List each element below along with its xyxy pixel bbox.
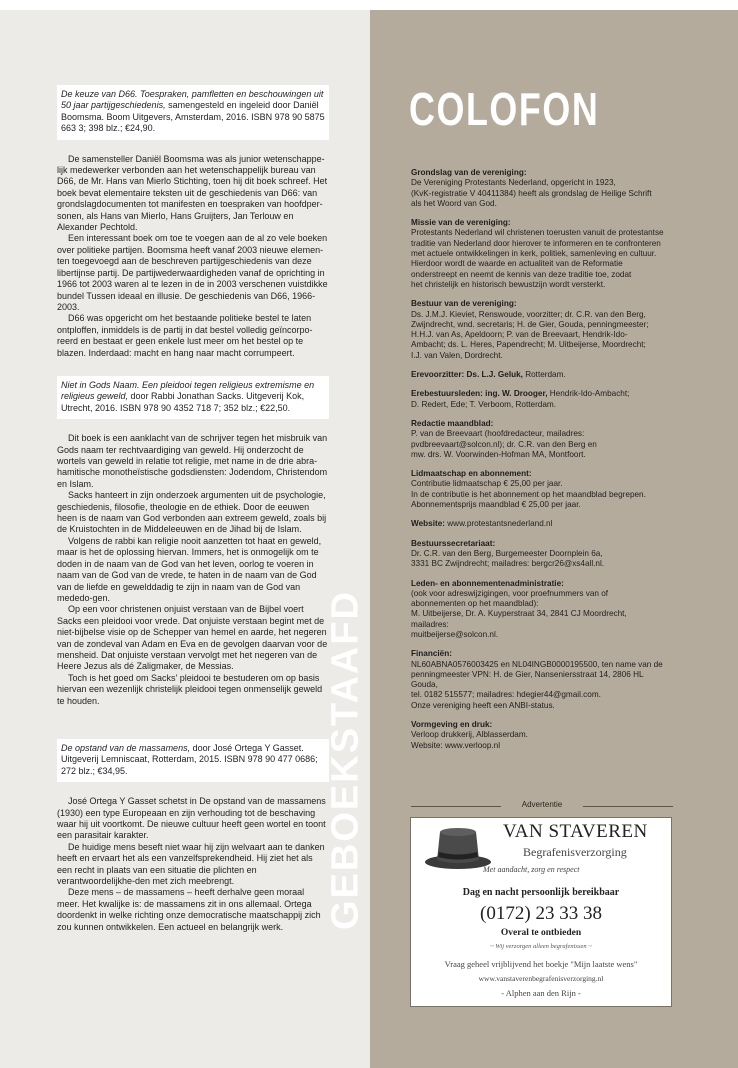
advert-phone: (0172) 23 33 38 bbox=[480, 903, 602, 924]
funeral-advert bbox=[410, 817, 672, 1007]
colofon-section bbox=[411, 649, 666, 711]
colofon-line: muitbeijerse@solcon.nl. bbox=[411, 629, 499, 639]
review-1-reference: De keuze van D66. Toespraken, pamfletten en beschouwingen uit 50 jaar partijgeschiedenis, samengesteld en ingeleid door Daniël Boomsma. Boom Uitgevers, Amsterdam, 2016. ISBN 978 90 5875 663 3; 398 blz.; €24,90. bbox=[57, 85, 329, 140]
colofon-line: als het Woord van God. bbox=[411, 198, 497, 208]
advert-tagline: Met aandacht, zorg en respect bbox=[483, 865, 580, 874]
colofon-line: In de contributie is het abonnement op het maandblad begrepen. bbox=[411, 489, 646, 499]
review-2-body bbox=[57, 433, 329, 707]
colofon-line: Onze vereniging heeft een ANBI-status. bbox=[411, 700, 555, 710]
review-3-reference: De opstand van de massamens, door José Ortega Y Gasset. Uitgeverij Lemniscaat, Rotterdam, 2015. ISBN 978 90 477 0686; 272 blz.; €34,95. bbox=[57, 739, 329, 782]
colofon-section bbox=[411, 299, 666, 361]
colofon-line: pvdbreevaart@solcon.nl); dr. C.R. van den Berg en bbox=[411, 439, 597, 449]
colofon-line: (KvK-registratie V 40411384) heeft als grondslag de Heilige Schrift bbox=[411, 188, 652, 198]
colofon-line: penningmeester VPN: H. de Gier, Nanseniersstraat 14, 2806 HL Gouda, bbox=[411, 669, 644, 690]
review-1-paragraph: D66 was opgericht om het bestaande politieke bestel te laten ontploffen, inmiddels is de partij in dat bestel volledig geïncorpo-reerd en bestaat er geen enkele lust meer om het bestel op te blazen. Inderdaad: macht en hang naar macht corrumpeert. bbox=[57, 313, 313, 358]
colofon-heading: Redactie maandblad: bbox=[411, 418, 494, 428]
colofon-line: D. Redert, Ede; T. Verboom, Rotterdam. bbox=[411, 399, 557, 409]
colofon-line: Abonnementsprijs maandblad € 25,00 per jaar. bbox=[411, 500, 581, 510]
review-2-reference: Niet in Gods Naam. Een pleidooi tegen religieus extremisme en religieus geweld, door Rabbi Jonathan Sacks. Uitgeverij Kok, Utrecht, 2016. ISBN 978 90 4352 718 7; 352 blz.; €22,50. bbox=[57, 376, 329, 419]
review-3-paragraph: Deze mens – de massamens – heeft derhalve geen moraal meer. Het kwalijke is: de massamens zit in ons allemaal. Ortega doordenkt in welke richting onze democratische maatschappij zich zou kunnen ontwikkelen. Een actueel en belangrijk werk. bbox=[57, 887, 321, 932]
review-3-body bbox=[57, 796, 329, 933]
colofon-line: onderstreept en neemt de kennis van deze traditie toe, zodat bbox=[411, 269, 632, 279]
colofon-line: met actuele ontwikkelingen in kerk, politiek, samenleving en cultuur. bbox=[411, 249, 657, 259]
colofon-line: Protestants Nederland wil christenen toerusten vanuit de protestantse bbox=[411, 228, 664, 238]
book-review-2 bbox=[57, 376, 329, 707]
colofon-heading: Financiën: bbox=[411, 649, 452, 659]
colofon-line: mw. drs. W. Voorwinden-Hofman MA, Montfoort. bbox=[411, 449, 586, 459]
colofon-line: www.protestantsnederland.nl bbox=[444, 519, 553, 529]
book-review-3 bbox=[57, 739, 329, 933]
colofon-line: H.H.J. van As, Apeldoorn; P. van de Breevaart, Hendrik-Ido- bbox=[411, 330, 628, 340]
colofon-line: het christelijk en historisch bewustzijn wordt versterkt. bbox=[411, 279, 606, 289]
colofon-section bbox=[411, 419, 666, 460]
colofon-heading: Bestuur van de vereniging: bbox=[411, 299, 517, 309]
review-1-paragraph: De samensteller Daniël Boomsma was als junior wetenschappe-lijk medewerker verbonden aan het wetenschappelijk bureau van D66, de Mr. Hans van Mierlo Stichting, toen hij dit boek schreef. Het boek bevat elementaire teksten uit de geschiedenis van D66: van grondslagdocumenten tot manifesten en toespraken van hoofdper-sonen, als Hans van Mierlo, Hans Gruijters, Jan Terlouw en Alexander Pechtold. bbox=[57, 153, 328, 233]
colofon-line: Dr. C.R. van den Berg, Burgemeester Doornplein 6a, bbox=[411, 548, 603, 558]
colofon-line: Ambacht; ds. L. Heres, Papendrecht; M. Uitbeijerse, Moordrecht; bbox=[411, 340, 646, 350]
colofon-line: 3331 BC Zwijndrecht; mailadres: bergcr26@xs4all.nl. bbox=[411, 559, 605, 569]
colofon-line: De Vereniging Protestants Nederland, opgericht in 1923, bbox=[411, 178, 616, 188]
colofon-heading: Erevoorzitter: Ds. L.J. Geluk, bbox=[411, 370, 523, 380]
colofon-section bbox=[411, 218, 666, 290]
review-2-paragraph: Volgens de rabbi kan religie nooit aanzetten tot haat en geweld, maar is het de oplossing hiervan. Immers, het is onmogelijk om te doden in de naam van de God van het leven, oorlog te voeren in naam van de God van de vrede, te haten in de naam van de God van de liefde en gewelddadig te zijn in naam van de God van mededo-gen. bbox=[57, 535, 322, 603]
colofon-line: Verloop drukkerij, Alblasserdam. bbox=[411, 730, 528, 740]
review-3-paragraph: José Ortega Y Gasset schetst in De opstand van de massamens (1930) een type Europeaan en zijn verhouding tot de beschaving waar hij uit voortkomt. De nieuwe cultuur heeft geen wortel en toont een parasitair karakter. bbox=[57, 796, 326, 841]
colofon-line: M. Uitbeijerse, Dr. A. Kuyperstraat 34, 2841 CJ Moordrecht, mailadres: bbox=[411, 609, 627, 629]
colofon-section bbox=[411, 579, 666, 641]
review-1-paragraph: Een interessant boek om toe te voegen aan de al zo vele boeken over politieke partijen. Boomsma heeft vanaf 2003 nieuwe elemen-ten toegevoegd aan de beschreven partijgeschiedenis van deze libertijnse partij. De partijwederwaardigheden vanaf de oprichting in 1966 tot 2003 waren al te lezen in de in 2003 verschenen vuistdikke bundel Tussen ideaal en illusie. De geschiedenis van D66, 1966-2003. bbox=[57, 233, 328, 312]
colofon-heading: Grondslag van de vereniging: bbox=[411, 168, 527, 177]
colofon-line: NL60ABNA0576003425 en NL04INGB0000195500, ten name van de bbox=[411, 659, 663, 669]
top-hat-icon bbox=[423, 824, 493, 870]
divider-line bbox=[583, 806, 673, 807]
advert-label: Advertentie bbox=[521, 800, 563, 809]
colofon-block bbox=[411, 168, 666, 760]
review-1-body bbox=[57, 154, 329, 359]
colofon-section bbox=[411, 519, 666, 529]
advert-booklet: Vraag geheel vrijblijvend het boekje "Mijn laatste wens" bbox=[444, 959, 638, 969]
colofon-line: Rotterdam. bbox=[522, 370, 566, 380]
colofon-line: abonnementen op het maandblad): bbox=[411, 599, 539, 609]
colofon-line: P. van de Breevaart (hoofdredacteur, mailadres: bbox=[411, 429, 585, 439]
colofon-line: traditie van Nederland door hierover te informeren en te confronteren bbox=[411, 238, 661, 248]
advert-company-name: VAN STAVEREN bbox=[503, 821, 648, 842]
review-2-paragraph: Toch is het goed om Sacks' pleidooi te bestuderen om op basis hiervan een wezenlijk christelijk pleidooi tegen onmenselijk geweld te houden. bbox=[57, 672, 323, 706]
colofon-heading: Vormgeving en druk: bbox=[411, 720, 493, 730]
spine-label: GEBOEKSTAAFD bbox=[324, 590, 367, 930]
colofon-section bbox=[411, 539, 666, 570]
section-spine bbox=[326, 560, 366, 960]
colofon-heading: Lidmaatschap en abonnement: bbox=[411, 469, 532, 479]
review-3-paragraph: De huidige mens beseft niet waar hij zijn welvaart aan te danken heeft en ervaart het als een vanzelfsprekendheid. Hij ziet het als een recht in plaats van een situatie die plichten en verantwoordelijkhe-den met zich meebrengt. bbox=[57, 841, 325, 887]
colofon-section bbox=[411, 370, 666, 380]
colofon-line: tel. 0182 515577; mailadres: hdegier44@gmail.com. bbox=[411, 690, 601, 700]
colofon-line: Zwijndrecht, wnd. secretaris; H. de Gier, Gouda, penningmeester; bbox=[411, 319, 649, 329]
advert-small-print: ~ Wij verzorgen alleen begrafenissen ~ bbox=[490, 943, 592, 950]
colofon-section bbox=[411, 469, 666, 510]
colofon-section bbox=[411, 720, 666, 751]
colofon-heading: Bestuurssecretariaat: bbox=[411, 538, 496, 548]
colofon-heading: Erebestuursleden: ing. W. Drooger, bbox=[411, 389, 548, 399]
colofon-section bbox=[411, 168, 666, 209]
advert-deceased-line: Overal te ontbieden bbox=[500, 928, 582, 938]
review-2-paragraph: Sacks hanteert in zijn onderzoek argumenten uit de psychologie, geschiedenis, filosofie, theologie en de ethiek. Door de eeuwen heen is de naam van God verbonden aan extreem geweld, zoals bij de Kruistochten in de Middeleeuwen en de Jihad bij de Islam. bbox=[57, 490, 327, 535]
advert-subtitle: Begrafenisverzorging bbox=[523, 845, 627, 859]
colofon-heading: Leden- en abonnementenadministratie: bbox=[411, 578, 564, 588]
colofon-line: Website: www.verloop.nl bbox=[411, 740, 501, 750]
colofon-title: COLOFON bbox=[409, 83, 600, 135]
advert-website[interactable]: www.vanstaverenbegrafenisverzorging.nl bbox=[478, 974, 604, 983]
advert-availability: Dag en nacht persoonlijk bereikbaar bbox=[462, 887, 620, 898]
colofon-line: Contributie lidmaatschap € 25,00 per jaar. bbox=[411, 479, 563, 489]
review-2-paragraph: Op een voor christenen onjuist verstaan van de Bijbel voert Sacks een pleidooi voor vrede. Dat onjuiste verstaan begint met de niet-bijbelse visie op de Schepper van hemel en aarde, het negeren van de zondeval van Adam en Eva en de gevolgen daarvan voor de mensheid. Dat onjuiste verstaan vervolgt met het negeren van de Heere Jezus als dé Zaligmaker, de Messias. bbox=[57, 604, 328, 672]
colofon-section bbox=[411, 389, 666, 410]
review-2-paragraph: Dit boek is een aanklacht van de schrijver tegen het misbruik van Gods naam ter rechtvaardiging van geweld. Hij onderzocht de wortels van geweld in relatie tot religie, met name in de drie abra-hamitische monotheïstische godsdiensten: Jodendom, Christendom en Islam. bbox=[57, 433, 328, 489]
colofon-heading: Missie van de vereniging: bbox=[411, 218, 511, 228]
advert-label-row bbox=[411, 800, 673, 812]
colofon-line: I.J. van Valen, Dordrecht. bbox=[411, 350, 503, 360]
colofon-line: Ds. J.M.J. Kieviet, Renswoude, voorzitter; dr. C.R. van den Berg, bbox=[411, 309, 646, 319]
colofon-line: Hierdoor wordt de waarde en actualiteit van de Reformatie bbox=[411, 259, 623, 269]
advert-place: - Alphen aan den Rijn - bbox=[501, 988, 581, 998]
colofon-heading: Website: bbox=[411, 519, 445, 529]
colofon-line: Hendrik-Ido-Ambacht; bbox=[547, 389, 630, 399]
colofon-line: (ook voor adreswijzigingen, voor proefnummers van of bbox=[411, 588, 609, 598]
book-review-1 bbox=[57, 85, 329, 359]
